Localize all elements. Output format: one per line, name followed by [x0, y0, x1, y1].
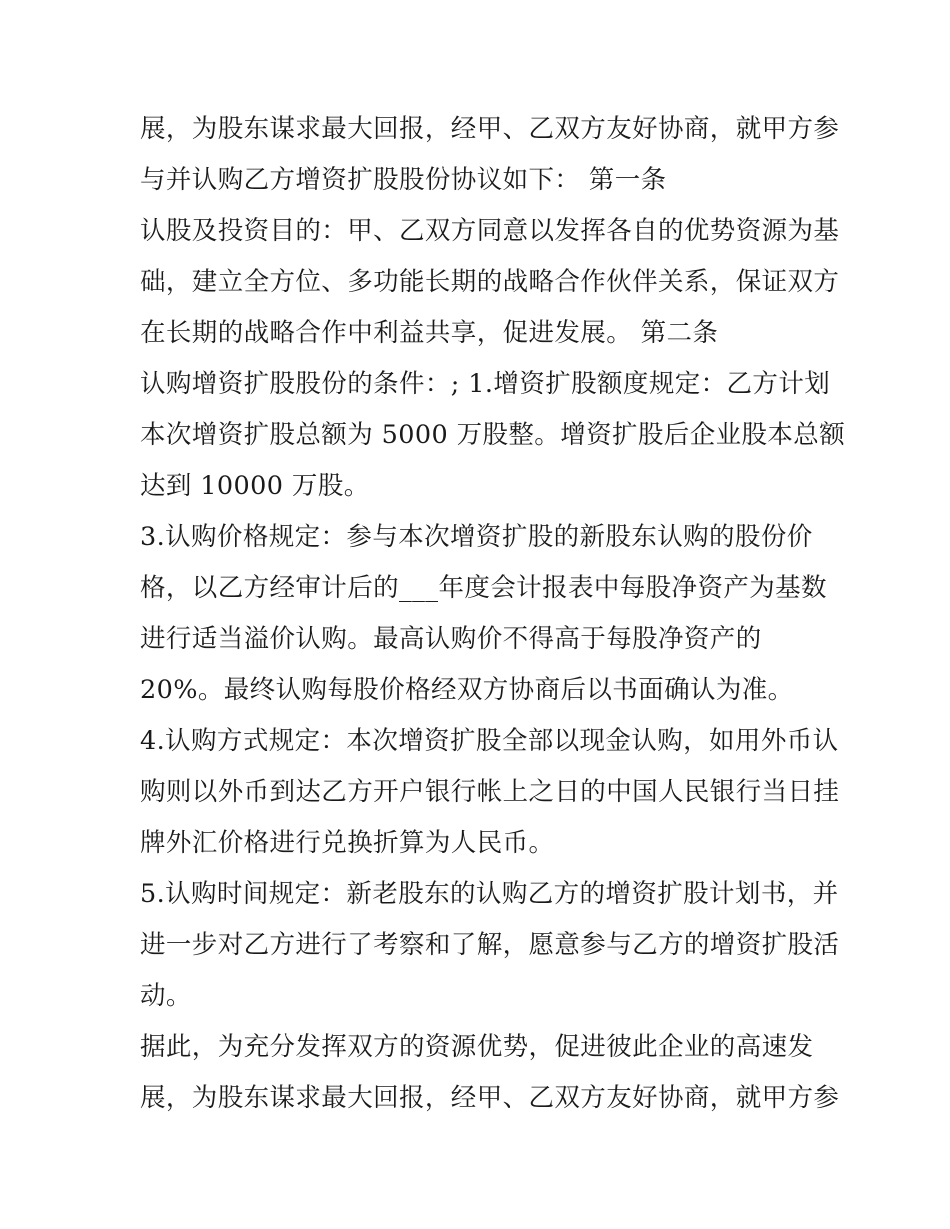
- text-line: 认股及投资目的：甲、乙双方同意以发挥各自的优势资源为基: [140, 216, 840, 246]
- text-line: 达到 10000 万股。: [140, 471, 370, 501]
- text-line: 动。: [140, 981, 192, 1011]
- text-line: 5.认购时间规定：新老股东的认购乙方的增资扩股计划书，并: [140, 879, 839, 909]
- text-line: 在长期的战略合作中利益共享，促进发展。 第二条: [140, 318, 719, 348]
- text-line: 4.认购方式规定：本次增资扩股全部以现金认购，如用外币认: [140, 726, 839, 756]
- text-line: 牌外汇价格进行兑换折算为人民币。: [140, 828, 555, 858]
- text-line: 购则以外币到达乙方开户银行帐上之日的中国人民银行当日挂: [140, 777, 840, 807]
- text-line: 展，为股东谋求最大回报，经甲、乙双方友好协商，就甲方参: [140, 1083, 840, 1113]
- document-body: [140, 104, 846, 1124]
- text-line: 本次增资扩股总额为 5000 万股整。增资扩股后企业股本总额: [140, 420, 846, 450]
- text-line: 据此，为充分发挥双方的资源优势，促进彼此企业的高速发: [140, 1032, 814, 1062]
- text-line: 20%。最终认购每股价格经双方协商后以书面确认为准。: [140, 675, 794, 705]
- text-line: 认购增资扩股股份的条件：; 1.增资扩股额度规定：乙方计划: [140, 369, 831, 399]
- text-line: 础，建立全方位、多功能长期的战略合作伙伴关系，保证双方: [140, 267, 840, 297]
- text-line: 格，以乙方经审计后的___年度会计报表中每股净资产为基数: [140, 573, 827, 603]
- text-line: 与并认购乙方增资扩股股份协议如下： 第一条: [140, 165, 667, 195]
- text-line: 展，为股东谋求最大回报，经甲、乙双方友好协商，就甲方参: [140, 114, 840, 144]
- text-line: 进行适当溢价认购。最高认购价不得高于每股净资产的: [140, 624, 762, 654]
- text-line: 进一步对乙方进行了考察和了解，愿意参与乙方的增资扩股活: [140, 930, 840, 960]
- text-line: 3.认购价格规定：参与本次增资扩股的新股东认购的股份价: [140, 522, 813, 552]
